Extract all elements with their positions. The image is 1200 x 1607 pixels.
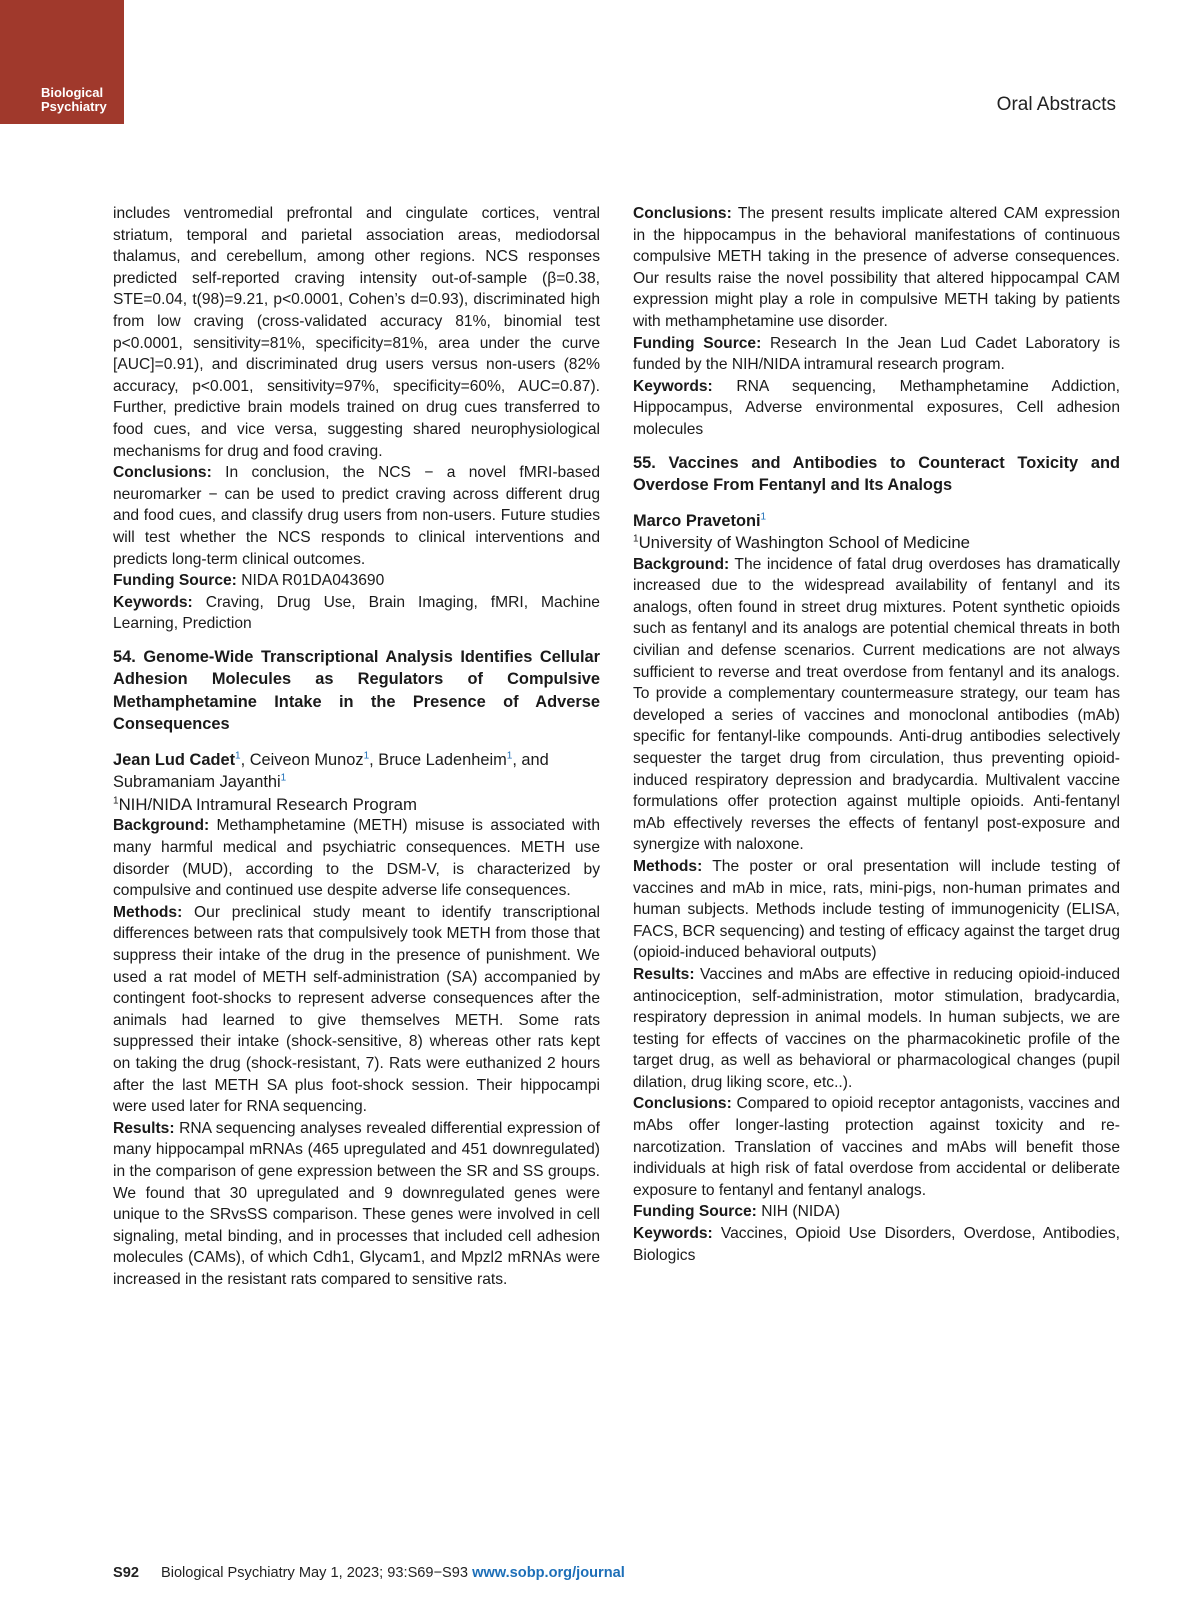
author-name: Marco Pravetoni — [633, 511, 761, 530]
results-label: Results: — [633, 965, 695, 983]
funding-text: NIH (NIDA) — [756, 1203, 841, 1221]
conclusions-text: Compared to opioid receptor antagonists, vaccines and mAbs offer longer-lasting protection against toxicity and re-narcotization. Translation of vaccines and mAbs will benefit those individuals at high risk of fatal overdose from accidental or deliberate exposure to fentanyl and fentanyl analogs. — [633, 1095, 1120, 1199]
left-column — [113, 203, 600, 1291]
keywords-text: Craving, Drug Use, Brain Imaging, fMRI, Machine Learning, Prediction — [113, 593, 600, 633]
abstract-55-title: 55. Vaccines and Antibodies to Counteract Toxicity and Overdose From Fentanyl and Its Analogs — [633, 453, 1120, 495]
page-number: S92 — [113, 1565, 139, 1581]
author-name: , Ceiveon Munoz — [240, 750, 364, 769]
funding-paragraph — [633, 333, 1120, 376]
affiliation-ref[interactable]: 1 — [363, 750, 370, 762]
abstract-54-authors — [113, 749, 600, 794]
results-paragraph — [633, 964, 1120, 1094]
conclusions-paragraph — [113, 462, 600, 570]
methods-label: Methods: — [633, 857, 703, 875]
results-paragraph — [113, 1118, 600, 1291]
journal-tab — [0, 0, 124, 124]
background-label: Background: — [113, 817, 210, 835]
background-label: Background: — [633, 555, 730, 573]
conclusions-label: Conclusions: — [113, 464, 212, 482]
journal-tab-line2: Psychiatry — [41, 99, 107, 114]
abstract-54-title: 54. Genome-Wide Transcriptional Analysis Identifies Cellular Adhesion Molecules as Regulators of Compulsive Methamphetamine Intake in the Presence of Adverse Consequences — [113, 647, 600, 734]
methods-paragraph — [633, 856, 1120, 964]
conclusions-paragraph — [633, 203, 1120, 333]
affiliation-text: University of Washington School of Medicine — [638, 533, 970, 553]
results-label: Results: — [113, 1119, 175, 1137]
funding-paragraph — [113, 570, 600, 592]
methods-text: Our preclinical study meant to identify transcriptional differences between rats that compulsively took METH from those that suppress their intake of the drug in the presence of punishment. We used a rat model of METH self-administration (SA) accompanied by contingent foot-shocks to represent adverse consequences after the animals had learned to give themselves METH. Some rats suppressed their intake (shock-sensitive, 8) whereas other rats kept on taking the drug (shock-resistant, 7). Rats were euthanized 2 hours after the last METH SA plus foot-shock session. Their hippocampi were used later for RNA sequencing. — [113, 903, 600, 1116]
continued-paragraph: includes ventromedial prefrontal and cingulate cortices, ventral striatum, temporal and parietal association areas, mediodorsal thalamus, and cerebellum, among other regions. NCS responses predicted self-reported craving intensity out-of-sample (β=0.38, STE=0.04, t(98)=9.21, p<0.0001, Cohen’s d=0.93), discriminated high from low craving (cross-validated accuracy 81%, binomial test p<0.0001, sensitivity=81%, specificity=81%, area under the curve [AUC]=0.91), and discriminated drug users versus non-users (82% accuracy, p<0.001, sensitivity=97%, specificity=60%, AUC=0.87). Further, predictive brain models trained on drug cues transferred to food cues, and vice versa, suggesting shared neurophysiological mechanisms for drug and food craving. — [113, 205, 600, 460]
affiliation-number: 1 — [633, 533, 639, 545]
conclusions-text: The present results implicate altered CAM expression in the hippocampus in the behavioral manifestations of continuous compulsive METH taking in the presence of adverse consequences. Our results raise the novel possibility that altered hippocampal CAM expression might play a role in compulsive METH taking by patients with methamphetamine use disorder. — [633, 205, 1120, 330]
keywords-label: Keywords: — [633, 1225, 713, 1243]
affiliation-ref[interactable]: 1 — [280, 772, 287, 784]
affiliation-text: NIH/NIDA Intramural Research Program — [118, 794, 417, 814]
methods-text: The poster or oral presentation will include testing of vaccines and mAb in mice, rats, mini-pigs, non-human primates and human subjects. Methods include testing of immunogenicity (ELISA, FACS, BCR sequencing) and testing of efficacy against the target drug (opioid-induced behavioral outputs) — [633, 857, 1120, 962]
conclusions-label: Conclusions: — [633, 1095, 732, 1113]
right-column — [633, 203, 1120, 1266]
funding-label: Funding Source: — [633, 334, 762, 352]
results-text: Vaccines and mAbs are effective in reducing opioid-induced antinociception, self-administration, motor stimulation, bradycardia, respiratory depression in animal models. In human subjects, we are testing for effects of vaccines on the pharmacokinetic profile of the target drug, as well as behavioral or pharmacological changes (pupil dilation, drug liking score, etc..). — [633, 965, 1120, 1091]
background-text: The incidence of fatal drug overdoses has dramatically increased due to the widespread availability of fentanyl and its analogs, often found in street drug mixtures. Potent synthetic opioids such as fentanyl and its analogs are potential chemical threats in both civilian and defense scenarios. Current medications are not always sufficient to reverse and treat overdose from fentanyl and its analogs. To provide a complementary countermeasure strategy, our team has developed a series of vaccines and monoclonal antibodies (mAb) specific for fentanyl-like compounds. Anti-drug antibodies selectively sequester the target drug from circulation, thus preventing opioid-induced respiratory depression and bradycardia. Multivalent vaccine formulations offer protection against multiple opioids. Anti-fentanyl mAb effectively reverses the effects of fentanyl post-exposure and synergize with naloxone. — [633, 555, 1120, 854]
keywords-label: Keywords: — [113, 593, 193, 611]
funding-text: NIDA R01DA043690 — [236, 572, 385, 590]
affiliation-ref[interactable]: 1 — [760, 511, 767, 523]
affiliation-number: 1 — [113, 795, 119, 807]
affiliation-ref[interactable]: 1 — [235, 750, 241, 762]
page-footer — [113, 1565, 625, 1581]
keywords-paragraph — [113, 592, 600, 635]
journal-link[interactable]: www.sobp.org/journal — [472, 1565, 625, 1581]
funding-label: Funding Source: — [633, 1203, 757, 1221]
background-paragraph — [113, 815, 600, 901]
background-text: Methamphetamine (METH) misuse is associated with many harmful medical and psychiatric consequences. METH use disorder (MUD), according to the DSM-V, is characterized by compulsive and continued use despite adverse life consequences. — [113, 817, 600, 900]
journal-tab-line1: Biological — [41, 85, 104, 100]
background-paragraph — [633, 554, 1120, 856]
author-name: , Bruce Ladenheim — [369, 750, 507, 769]
abstract-55-affiliation — [633, 532, 1120, 554]
funding-text: Research In the Jean Lud Cadet Laboratory is funded by the NIH/NIDA intramural research program. — [633, 334, 1120, 374]
keywords-label: Keywords: — [633, 377, 713, 395]
methods-paragraph — [113, 902, 600, 1118]
conclusions-paragraph — [633, 1093, 1120, 1201]
keywords-text: RNA sequencing, Methamphetamine Addiction, Hippocampus, Adverse environmental exposures, Cell adhesion molecules — [633, 377, 1120, 438]
section-title: Oral Abstracts — [996, 94, 1116, 115]
keywords-paragraph — [633, 1223, 1120, 1266]
abstract-54-affiliation — [113, 794, 600, 816]
funding-paragraph — [633, 1201, 1120, 1223]
funding-label: Funding Source: — [113, 572, 237, 590]
author-name: Jean Lud Cadet — [113, 750, 236, 769]
methods-label: Methods: — [113, 903, 183, 921]
abstract-55-authors — [633, 510, 1120, 533]
conclusions-label: Conclusions: — [633, 205, 732, 222]
keywords-text: Vaccines, Opioid Use Disorders, Overdose, Antibodies, Biologics — [633, 1225, 1120, 1264]
citation: Biological Psychiatry May 1, 2023; 93:S69−S93 — [160, 1565, 469, 1581]
results-text: RNA sequencing analyses revealed differential expression of many hippocampal mRNAs (465 upregulated and 451 downregulated) in the comparison of gene expression between the SR and SS groups. We found that 30 upregulated and 9 downregulated genes were unique to the SRvsSS comparison. These genes were involved in cell signaling, metal binding, and in processes that included cell adhesion molecules (CAMs), of which Cdh1, Glycam1, and Mpzl2 mRNAs were increased in the resistant rats compared to sensitive rats. — [113, 1119, 600, 1288]
author-name: , and Subramaniam Jayanthi — [113, 750, 549, 792]
affiliation-ref[interactable]: 1 — [506, 750, 513, 762]
conclusions-text: In conclusion, the NCS − a novel fMRI-based neuromarker − can be used to predict craving across different drug and food cues, and classify drug users from non-users. Future studies will test whether the NCS responds to clinical interventions and predicts long-term clinical outcomes. — [113, 464, 600, 568]
keywords-paragraph — [633, 376, 1120, 441]
